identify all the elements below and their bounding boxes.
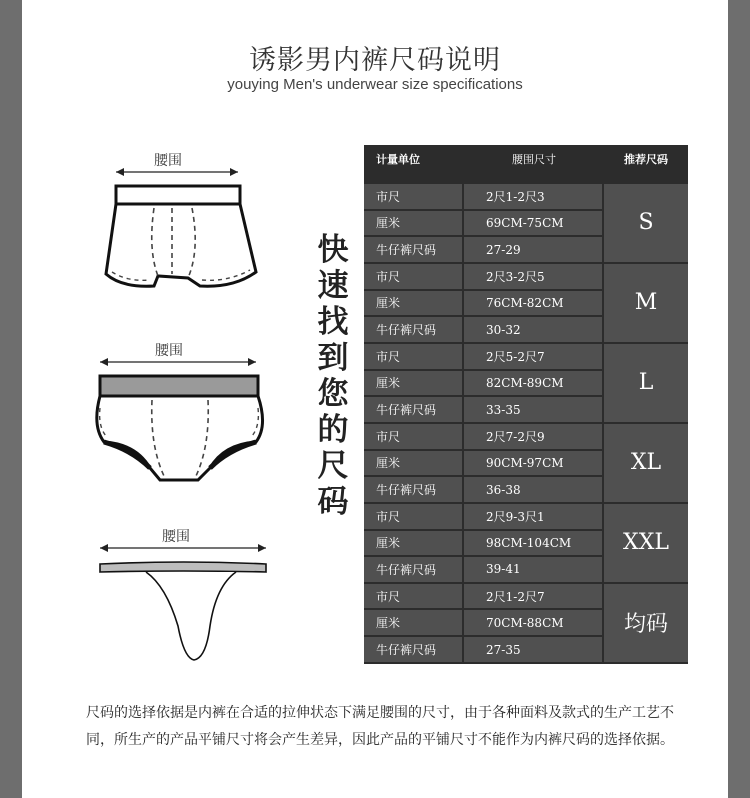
table-row xyxy=(364,344,688,371)
value-cell: 36-38 xyxy=(464,477,604,504)
slogan-char: 到 xyxy=(317,340,349,376)
boxer-waist-label: 腰围 xyxy=(154,153,182,169)
unit-cell: 厘米 xyxy=(364,610,464,637)
briefs-diagram xyxy=(86,356,272,491)
value-cell: 2尺9-3尺1 xyxy=(464,504,604,531)
value-cell: 82CM-89CM xyxy=(464,371,604,398)
size-cell: XXL xyxy=(604,504,688,584)
header-range: 腰围尺寸 xyxy=(464,145,604,174)
value-cell: 90CM-97CM xyxy=(464,451,604,478)
size-table xyxy=(364,145,688,664)
header-recommend: 推荐尺码 xyxy=(604,145,688,174)
unit-cell: 厘米 xyxy=(364,451,464,478)
page-subtitle: youying Men's underwear size specifications xyxy=(227,76,523,93)
vertical-slogan xyxy=(310,232,356,520)
value-cell: 30-32 xyxy=(464,317,604,344)
table-row xyxy=(364,424,688,451)
table-row xyxy=(364,584,688,611)
value-cell: 27-29 xyxy=(464,237,604,264)
unit-cell: 厘米 xyxy=(364,211,464,238)
unit-cell: 市尺 xyxy=(364,184,464,211)
thong-diagram xyxy=(94,542,270,666)
boxer-briefs-diagram xyxy=(88,164,268,309)
unit-cell: 牛仔裤尺码 xyxy=(364,557,464,584)
size-cell: M xyxy=(604,264,688,344)
unit-cell: 市尺 xyxy=(364,424,464,451)
slogan-char: 码 xyxy=(317,484,349,520)
value-cell: 76CM-82CM xyxy=(464,291,604,318)
table-header-row xyxy=(364,145,688,174)
unit-cell: 厘米 xyxy=(364,531,464,558)
value-cell: 2尺1-2尺3 xyxy=(464,184,604,211)
unit-cell: 牛仔裤尺码 xyxy=(364,397,464,424)
slogan-char: 您 xyxy=(317,376,349,412)
unit-cell: 市尺 xyxy=(364,584,464,611)
thong-waist-label: 腰围 xyxy=(162,529,190,545)
size-cell: L xyxy=(604,344,688,424)
unit-cell: 牛仔裤尺码 xyxy=(364,637,464,664)
unit-cell: 牛仔裤尺码 xyxy=(364,317,464,344)
value-cell: 98CM-104CM xyxy=(464,531,604,558)
unit-cell: 牛仔裤尺码 xyxy=(364,477,464,504)
value-cell: 2尺3-2尺5 xyxy=(464,264,604,291)
table-row xyxy=(364,504,688,531)
unit-cell: 牛仔裤尺码 xyxy=(364,237,464,264)
size-chart-sheet xyxy=(22,0,728,798)
size-cell: S xyxy=(604,184,688,264)
value-cell: 69CM-75CM xyxy=(464,211,604,238)
unit-cell: 市尺 xyxy=(364,344,464,371)
table-row xyxy=(364,184,688,211)
unit-cell: 厘米 xyxy=(364,291,464,318)
value-cell: 27-35 xyxy=(464,637,604,664)
value-cell: 70CM-88CM xyxy=(464,610,604,637)
unit-cell: 厘米 xyxy=(364,371,464,398)
slogan-char: 的 xyxy=(317,412,349,448)
size-note: 尺码的选择依据是内裤在合适的拉伸状态下满足腰围的尺寸，由于各种面料及款式的生产工艺不同，所生产的产品平铺尺寸将会产生差异，因此产品的平铺尺寸不能作为内裤尺码的选择依据。 xyxy=(86,705,674,748)
value-cell: 33-35 xyxy=(464,397,604,424)
value-cell: 2尺1-2尺7 xyxy=(464,584,604,611)
slogan-char: 找 xyxy=(317,304,349,340)
table-row xyxy=(364,264,688,291)
value-cell: 39-41 xyxy=(464,557,604,584)
unit-cell: 市尺 xyxy=(364,264,464,291)
slogan-char: 快 xyxy=(317,232,349,268)
page-title: 诱影男内裤尺码说明 xyxy=(249,45,501,76)
value-cell: 2尺7-2尺9 xyxy=(464,424,604,451)
brief-waist-label: 腰围 xyxy=(155,343,183,359)
size-cell: XL xyxy=(604,424,688,504)
slogan-char: 尺 xyxy=(317,448,349,484)
header-unit: 计量单位 xyxy=(364,145,464,174)
size-cell: 均码 xyxy=(604,584,688,664)
unit-cell: 市尺 xyxy=(364,504,464,531)
value-cell: 2尺5-2尺7 xyxy=(464,344,604,371)
slogan-char: 速 xyxy=(317,268,349,304)
